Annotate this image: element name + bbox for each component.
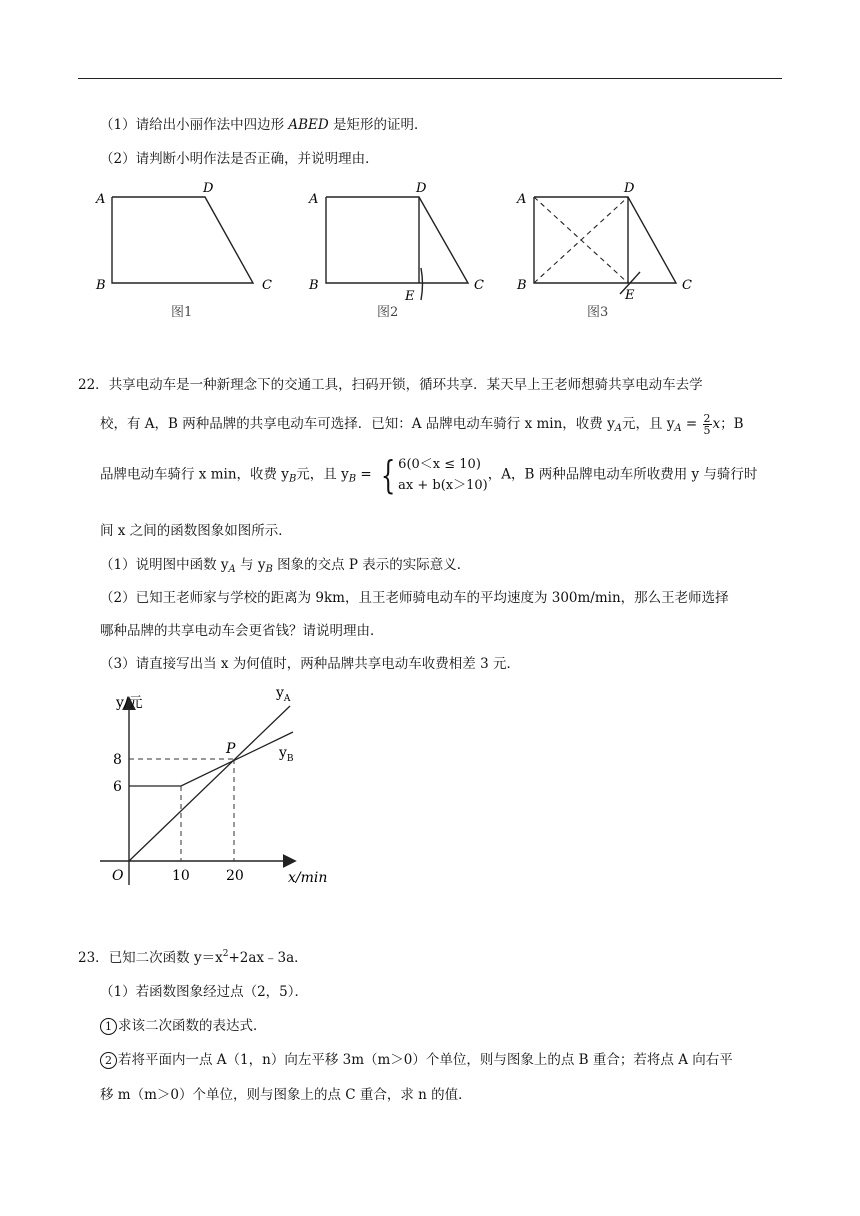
q21-part1: （1）请给出小丽作法中四边形 ABED 是矩形的证明． xyxy=(100,117,428,133)
q22-part3: （3）请直接写出当 x 为何值时，两种品牌共享电动车收费相差 3 元． xyxy=(100,656,520,672)
fig3-label-c: C xyxy=(682,278,692,293)
label-yb: $y_B$ xyxy=(279,745,294,764)
fig1-caption: 图1 xyxy=(171,305,193,320)
fig3-label-b: B xyxy=(517,278,527,293)
fig3-caption: 图3 xyxy=(587,305,609,320)
fig1-label-d: D xyxy=(203,181,214,196)
tick-x-20: 20 xyxy=(226,868,244,884)
fraction-two-fifths: $\frac{2}{5}$ xyxy=(703,412,711,437)
fig2-label-c: C xyxy=(474,278,484,293)
q22-line2: 校，有 A，B 两种品牌的共享电动车可选择．已知：A 品牌电动车骑行 x min，收费 $y_A$元，且 $y_A$ = $\frac{2}{5}$ x；B xyxy=(100,412,744,437)
fig3-label-e: E xyxy=(625,288,635,303)
q23-part1: （1）若函数图象经过点（2，5）． xyxy=(100,984,309,1000)
q23-stem: 23．已知二次函数 $y=x^2+2ax﹣3a$． xyxy=(78,949,308,966)
q22-number: 22． xyxy=(78,377,109,393)
fig3-label-a: A xyxy=(517,192,527,207)
fig1-label-c: C xyxy=(262,278,272,293)
q22-line1: 22．共享电动车是一种新理念下的交通工具，扫码开锁，循环共享．某天早上王老师想骑共享电动车去学 xyxy=(78,377,703,393)
origin-label: O xyxy=(112,868,124,884)
q22-part1: （1）说明图中函数 $y_A$ 与 $y_B$ 图象的交点 P 表示的实际意义． xyxy=(100,557,471,575)
fig1-label-a: A xyxy=(96,192,106,207)
circled-number-2: 2 xyxy=(100,1052,117,1069)
fig2-label-b: B xyxy=(309,278,319,293)
tick-y-8: 8 xyxy=(113,752,122,768)
fig2-label-a: A xyxy=(309,192,319,207)
q23-number: 23． xyxy=(78,950,109,966)
q22-part2-line1: （2）已知王老师家与学校的距离为 9km，且王老师骑电动车的平均速度为 300m/min，那么王老师选择 xyxy=(100,590,729,606)
q23-item2-line1: 2 若将平面内一点 A（1，n）向左平移 3m（m＞0）个单位，则与图象上的点 B 重合；若将点 A 向右平 xyxy=(100,1048,733,1069)
fig2-label-d: D xyxy=(416,181,427,196)
axis-y-label: y/元 xyxy=(116,695,143,711)
point-p-label: P xyxy=(226,741,236,757)
q23-item1: 1 求该二次函数的表达式． xyxy=(100,1014,267,1035)
q22-part2-line2: 哪种品牌的共享电动车会更省钱？请说明理由． xyxy=(100,623,384,639)
piecewise-cases: 6(0＜x ≤ 10) ax + b(x＞10) xyxy=(398,457,488,493)
tick-y-6: 6 xyxy=(113,779,122,795)
q23-item2-line2: 移 m（m＞0）个单位，则与图象上的点 C 重合，求 n 的值． xyxy=(100,1087,472,1103)
fig3-label-d: D xyxy=(624,181,635,196)
q22-line4: 间 x 之间的函数图象如图所示． xyxy=(100,523,292,539)
fig2-caption: 图2 xyxy=(377,305,399,320)
line-ya xyxy=(129,706,290,861)
fig2-label-e: E xyxy=(405,289,415,304)
circled-number-1: 1 xyxy=(100,1018,117,1035)
axis-x-label: x/min xyxy=(288,870,328,886)
tick-x-10: 10 xyxy=(172,868,190,884)
q21-part2: （2）请判断小明作法是否正确，并说明理由． xyxy=(100,151,379,167)
q22-line3: 品牌电动车骑行 x min，收费 $y_B$元，且 $y_B$ = { 6(0＜x ≤ 10) ax + b(x＞10) ，A，B 两种品牌电动车所收费用 y 与骑行时 xyxy=(100,453,758,497)
fig1-label-b: B xyxy=(96,278,106,293)
label-ya: $y_A$ xyxy=(276,685,291,704)
